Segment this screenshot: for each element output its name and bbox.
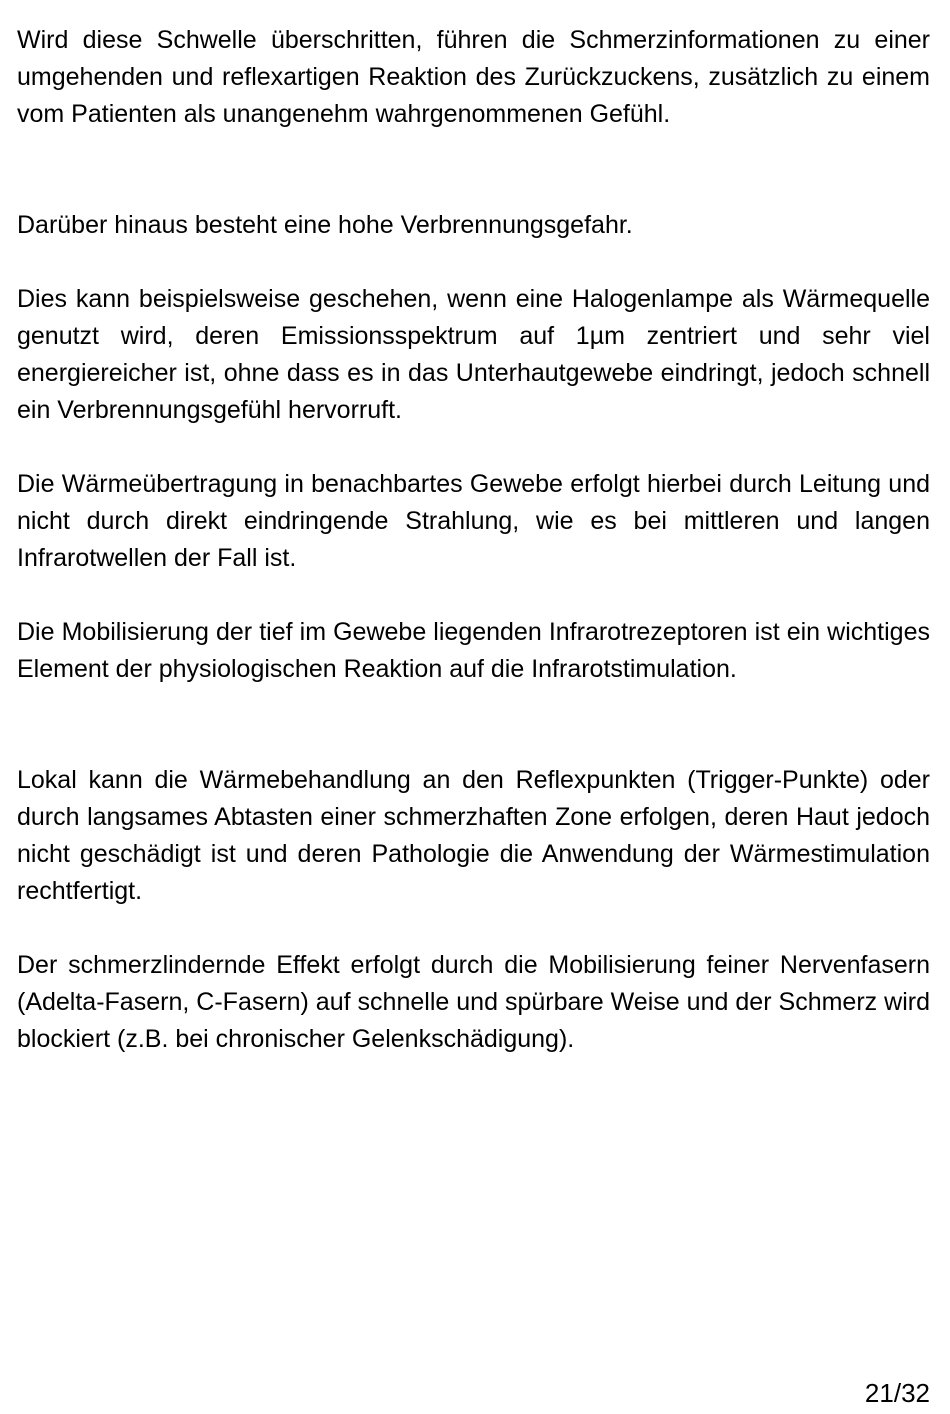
paragraph-burn-risk: Darüber hinaus besteht eine hohe Verbrennungsgefahr. [17,211,633,239]
page-number: 21/32 [864,1378,930,1408]
paragraph-heat-transfer: Die Wärmeübertragung in benachbartes Gewebe erfolgt hierbei durch Leitung und nicht durch direkt eindringende Strahlung, wie es bei mittleren und langen Infrarotwellen der Fall ist. [17,470,930,572]
paragraph-local-treatment: Lokal kann die Wärmebehandlung an den Reflexpunkten (Trigger-Punkte) oder durch langsames Abtasten einer schmerzhaften Zone erfolgen, deren Haut jedoch nicht geschädigt ist und deren Pathologie die Anwendung der Wärmestimulation rechtfertigt. [17,766,930,905]
paragraph-pain-relief: Der schmerzlindernde Effekt erfolgt durch die Mobilisierung feiner Nervenfasern (Adelta-Fasern, C-Fasern) auf schnelle und spürbare Weise und der Schmerz wird blockiert (z.B. bei chronischer Gelenkschädigung). [17,951,930,1053]
paragraph-threshold: Wird diese Schwelle überschritten, führen die Schmerzinformationen zu einer umgehenden und reflexartigen Reaktion des Zurückzuckens, zusätzlich zu einem vom Patienten als unangenehm wahrgenommenen Gefühl. [17,26,930,128]
paragraph-halogen-lamp: Dies kann beispielsweise geschehen, wenn eine Halogenlampe als Wärmequelle genutzt wird, deren Emissionsspektrum auf 1µm zentriert und sehr viel energiereicher ist, ohne dass es in das Unterhautgewebe eindringt, jedoch schnell ein Verbrennungsgefühl hervorruft. [17,285,930,424]
paragraph-receptors: Die Mobilisierung der tief im Gewebe liegenden Infrarotrezeptoren ist ein wichtiges Element der physiologischen Reaktion auf die Infrarotstimulation. [17,618,930,683]
document-body [17,22,930,1058]
